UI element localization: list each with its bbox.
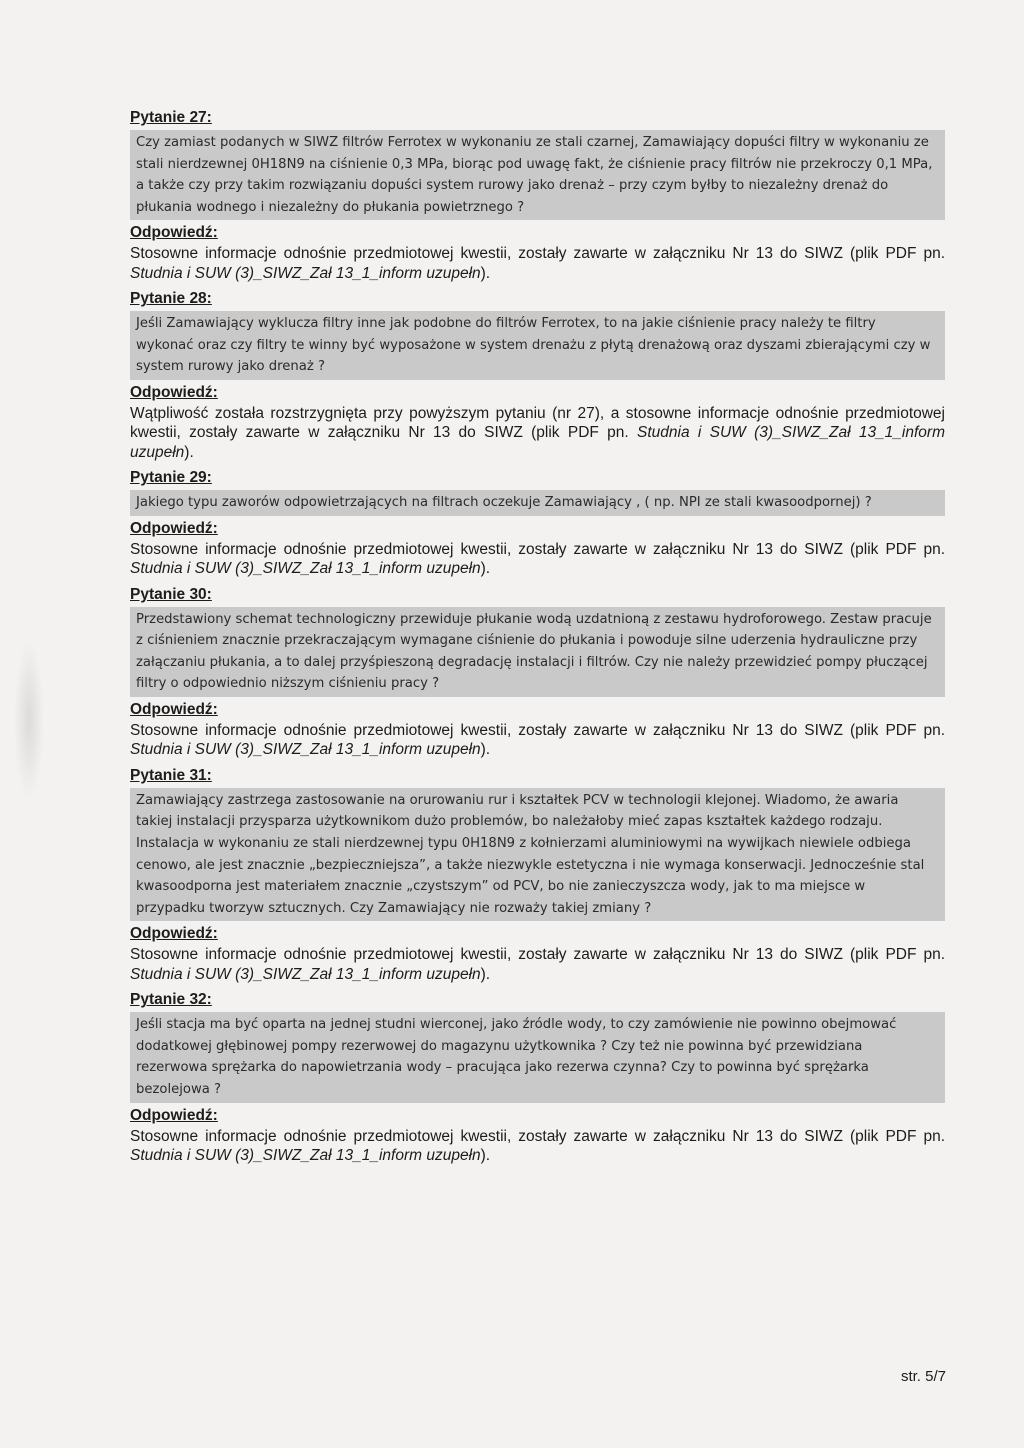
question-text: Czy zamiast podanych w SIWZ filtrów Ferrotex w wykonaniu ze stali czarnej, Zamawiający dopuści filtry w wykonaniu ze stali nierdzewnej 0H18N9 na ciśnienie 0,3 MPa, biorąc pod uwagę fakt, że ciśnienie pracy filtrów nie przekroczy 0,1 MPa, a także czy przy takim rozwiązaniu dopuści system rurowy jako drenaż – przy czym byłby to niezależny drenaż do płukania wodnego i niezależny do płukania powietrznego ? (130, 130, 945, 220)
question-title: Pytanie 30: (130, 585, 212, 603)
question-text: Przedstawiony schemat technologiczny przewiduje płukanie wodą uzdatnioną z zestawu hydroforowego. Zestaw pracuje z ciśnieniem znacznie przekraczającym wymagane ciśnienie do płukania i powoduje silne uderzenia hydrauliczne przy załączaniu płukania, a to dalej przyśpieszoną degradację instalacji i filtrów. Czy nie należy przewidzieć pompy płuczącej filtry o odpowiednio niższym ciśnieniu pracy ? (130, 607, 945, 697)
answer-label: Odpowiedź: (130, 519, 218, 537)
question-text: Jakiego typu zaworów odpowietrzających na filtrach oczekuje Zamawiający , ( np. NPI ze stali kwasoodpornej) ? (130, 490, 945, 516)
question-title: Pytanie 29: (130, 469, 212, 487)
answer-label: Odpowiedź: (130, 383, 218, 401)
qa-item-29 (130, 468, 945, 578)
qa-item-32 (130, 990, 945, 1165)
question-text: Jeśli Zamawiający wyklucza filtry inne jak podobne do filtrów Ferrotex, to na jakie ciśnienie pracy należy te filtry wykonać oraz czy filtry te winny być wyposażone w system drenażu z płytą drenażową oraz dyszami zbierającymi czy w system rurowy jako drenaż ? (130, 311, 945, 380)
answer-label: Odpowiedź: (130, 700, 218, 718)
question-title: Pytanie 31: (130, 766, 212, 784)
question-title: Pytanie 32: (130, 991, 212, 1009)
question-title: Pytanie 28: (130, 290, 212, 308)
page-number: str. 5/7 (900, 1368, 946, 1385)
qa-item-30 (130, 585, 945, 760)
scan-artifact (14, 640, 44, 800)
answer-text: Stosowne informacje odnośnie przedmiotowej kwestii, zostały zawarte w załączniku Nr 13 do SIWZ (plik PDF pn. Studnia i SUW (3)_SIWZ_Zał 13_1_inform uzupełn). (130, 1127, 945, 1164)
answer-label: Odpowiedź: (130, 224, 218, 242)
answer-label: Odpowiedź: (130, 925, 218, 943)
answer-text: Stosowne informacje odnośnie przedmiotowej kwestii, zostały zawarte w załączniku Nr 13 do SIWZ (plik PDF pn. Studnia i SUW (3)_SIWZ_Zał 13_1_inform uzupełn). (130, 946, 945, 983)
answer-text: Stosowne informacje odnośnie przedmiotowej kwestii, zostały zawarte w załączniku Nr 13 do SIWZ (plik PDF pn. Studnia i SUW (3)_SIWZ_Zał 13_1_inform uzupełn). (130, 245, 945, 282)
qa-item-28 (130, 289, 945, 462)
question-text: Jeśli stacja ma być oparta na jednej studni wierconej, jako źródle wody, to czy zamówienie nie powinno obejmować dodatkowej głębinowej pompy rezerwowej do magazynu użytkownika ? Czy też nie powinna być przewidziana rezerwowa sprężarka do napowietrzania wody – pracująca jako rezerwa czynna? Czy to powinna być sprężarka bezolejowa ? (130, 1012, 945, 1102)
qa-list (130, 108, 945, 1171)
qa-item-31 (130, 766, 945, 984)
answer-text: Stosowne informacje odnośnie przedmiotowej kwestii, zostały zawarte w załączniku Nr 13 do SIWZ (plik PDF pn. Studnia i SUW (3)_SIWZ_Zał 13_1_inform uzupełn). (130, 721, 945, 759)
answer-label: Odpowiedź: (130, 1106, 218, 1124)
qa-item-27 (130, 108, 945, 283)
question-title: Pytanie 27: (130, 109, 212, 126)
answer-text: Wątpliwość została rozstrzygnięta przy powyższym pytaniu (nr 27), a stosowne informacje odnośnie przedmiotowej kwestii, zostały zawarte w załączniku Nr 13 do SIWZ (plik PDF pn. Studnia i SUW (3)_SIWZ_Zał 13_1_inform uzupełn). (130, 404, 945, 461)
answer-text: Stosowne informacje odnośnie przedmiotowej kwestii, zostały zawarte w załączniku Nr 13 do SIWZ (plik PDF pn. Studnia i SUW (3)_SIWZ_Zał 13_1_inform uzupełn). (130, 540, 945, 578)
question-text: Zamawiający zastrzega zastosowanie na orurowaniu rur i kształtek PCV w technologii klejonej. Wiadomo, że awaria takiej instalacji przysparza użytkownikom dużo problemów, bo należałoby mieć zapas kształtek każdego rodzaju. Instalacja w wykonaniu ze stali nierdzewnej typu 0H18N9 z kołnierzami aluminiowymi na wywijkach niewiele odbiega cenowo, ale jest znacznie „bezpieczniejsza”, a także niezwykle estetyczna i nie wymaga konserwacji. Jednocześnie stal kwasoodporna jest materiałem znacznie „czystszym” od PCV, bo nie zanieczyszcza wody, jak to ma miejsce w przypadku tworzyw sztucznych. Czy Zamawiający nie rozważy takiej zmiany ? (130, 788, 945, 922)
